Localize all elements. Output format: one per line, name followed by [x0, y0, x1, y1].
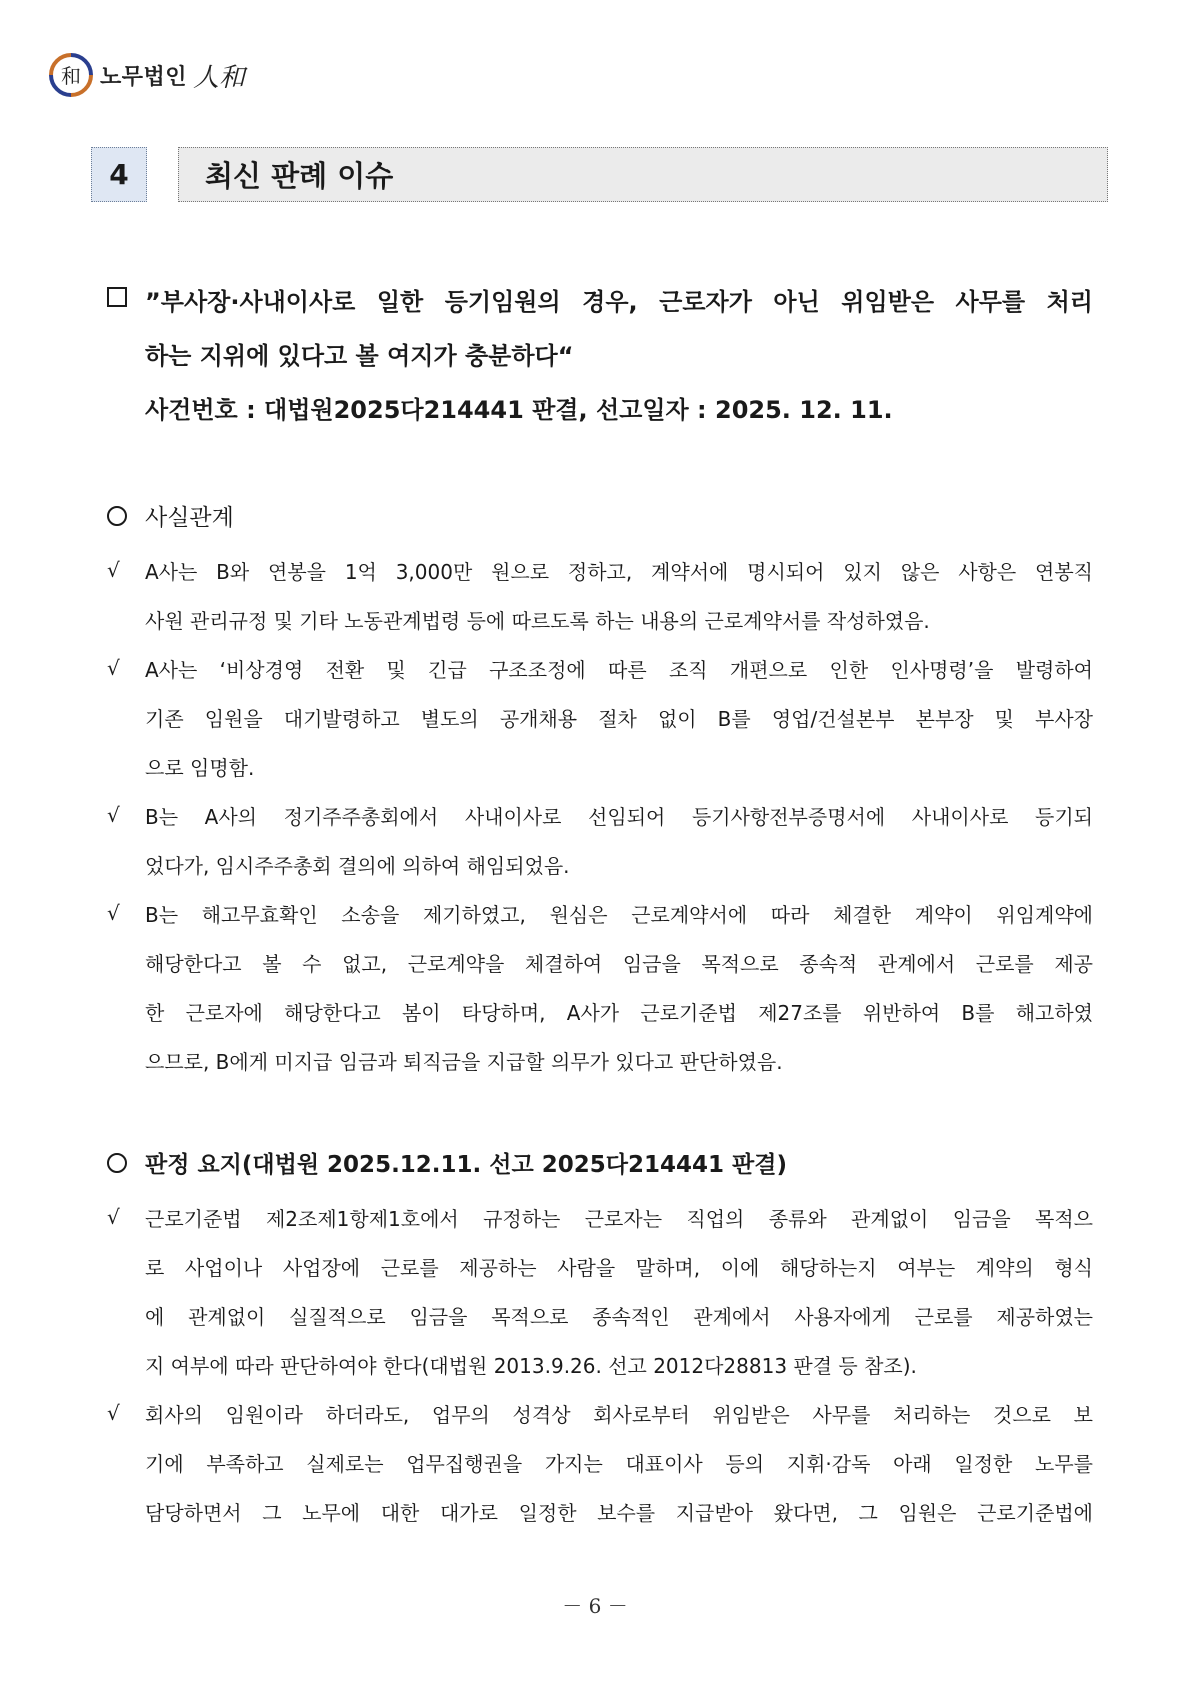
logo-mark-char: 和 — [61, 64, 81, 88]
case-title-line-1: ”부사장·사내이사로 일한 등기임원의 경우, 근로자가 아닌 위임받은 사무를 처리 — [145, 288, 1093, 316]
logo-mark-icon — [48, 52, 94, 98]
ruling-heading: 판정 요지(대법원 2025.12.11. 선고 2025다214441 판결) — [145, 1152, 787, 1178]
check-icon: √ — [107, 1401, 120, 1425]
case-number-line: 사건번호 : 대법원2025다214441 판결, 선고일자 : 2025. 12. 11. — [145, 396, 893, 424]
page-number: － 6 － — [562, 1594, 628, 1618]
check-icon: √ — [107, 558, 120, 582]
facts-line: 사원 관리규정 및 기타 노동관계법령 등에 따르도록 하는 내용의 근로계약서를 작성하였음. — [145, 609, 930, 633]
facts-heading: 사실관계 — [145, 505, 234, 531]
logo-script-name: 人和 — [193, 62, 246, 93]
facts-line: 었다가, 임시주주총회 결의에 의하여 해임되었음. — [145, 854, 570, 878]
facts-line: 으로 임명함. — [145, 756, 255, 780]
section-title: 최신 판례 이슈 — [178, 147, 1108, 202]
checkbox-square-icon — [107, 287, 127, 307]
check-icon: √ — [107, 803, 120, 827]
facts-line: 으므로, B에게 미지급 임금과 퇴직금을 지급할 의무가 있다고 판단하였음. — [145, 1050, 783, 1074]
company-logo — [48, 52, 245, 98]
circle-bullet-icon — [107, 506, 127, 526]
ruling-line: 에 관계없이 실질적으로 임금을 목적으로 종속적인 관계에서 사용자에게 근로를 제공하였는 — [145, 1305, 1093, 1329]
ruling-line: 근로기준법 제2조제1항제1호에서 규정하는 근로자는 직업의 종류와 관계없이 임금을 목적으 — [145, 1207, 1093, 1231]
facts-line: B는 A사의 정기주주총회에서 사내이사로 선임되어 등기사항전부증명서에 사내이사로 등기되 — [145, 805, 1093, 829]
circle-bullet-icon — [107, 1153, 127, 1173]
ruling-line: 회사의 임원이라 하더라도, 업무의 성격상 회사로부터 위임받은 사무를 처리하는 것으로 보 — [145, 1403, 1093, 1427]
facts-line: B는 해고무효확인 소송을 제기하였고, 원심은 근로계약서에 따라 체결한 계약이 위임계약에 — [145, 903, 1093, 927]
ruling-line: 지 여부에 따라 판단하여야 한다(대법원 2013.9.26. 선고 2012다28813 판결 등 참조). — [145, 1354, 917, 1378]
logo-org-name: 노무법인 — [100, 64, 188, 90]
facts-line: A사는 ‘비상경영 전환 및 긴급 구조조정에 따른 조직 개편으로 인한 인사명령’을 발령하여 — [145, 658, 1093, 682]
check-icon: √ — [107, 1205, 120, 1229]
check-icon: √ — [107, 901, 120, 925]
facts-line: A사는 B와 연봉을 1억 3,000만 원으로 정하고, 계약서에 명시되어 있지 않은 사항은 연봉직 — [145, 560, 1093, 584]
section-number: 4 — [91, 147, 147, 202]
facts-line: 해당한다고 볼 수 없고, 근로계약을 체결하여 임금을 목적으로 종속적 관계에서 근로를 제공 — [145, 952, 1093, 976]
facts-line: 기존 임원을 대기발령하고 별도의 공개채용 절차 없이 B를 영업/건설본부 본부장 및 부사장 — [145, 707, 1093, 731]
ruling-line: 기에 부족하고 실제로는 업무집행권을 가지는 대표이사 등의 지휘·감독 아래 일정한 노무를 — [145, 1452, 1093, 1476]
ruling-line: 로 사업이나 사업장에 근로를 제공하는 사람을 말하며, 이에 해당하는지 여부는 계약의 형식 — [145, 1256, 1093, 1280]
case-title-line-2: 하는 지위에 있다고 볼 여지가 충분하다“ — [145, 342, 574, 370]
facts-line: 한 근로자에 해당한다고 봄이 타당하며, A사가 근로기준법 제27조를 위반하여 B를 해고하였 — [145, 1001, 1093, 1025]
check-icon: √ — [107, 656, 120, 680]
ruling-line: 담당하면서 그 노무에 대한 대가로 일정한 보수를 지급받아 왔다면, 그 임원은 근로기준법에 — [145, 1501, 1093, 1525]
